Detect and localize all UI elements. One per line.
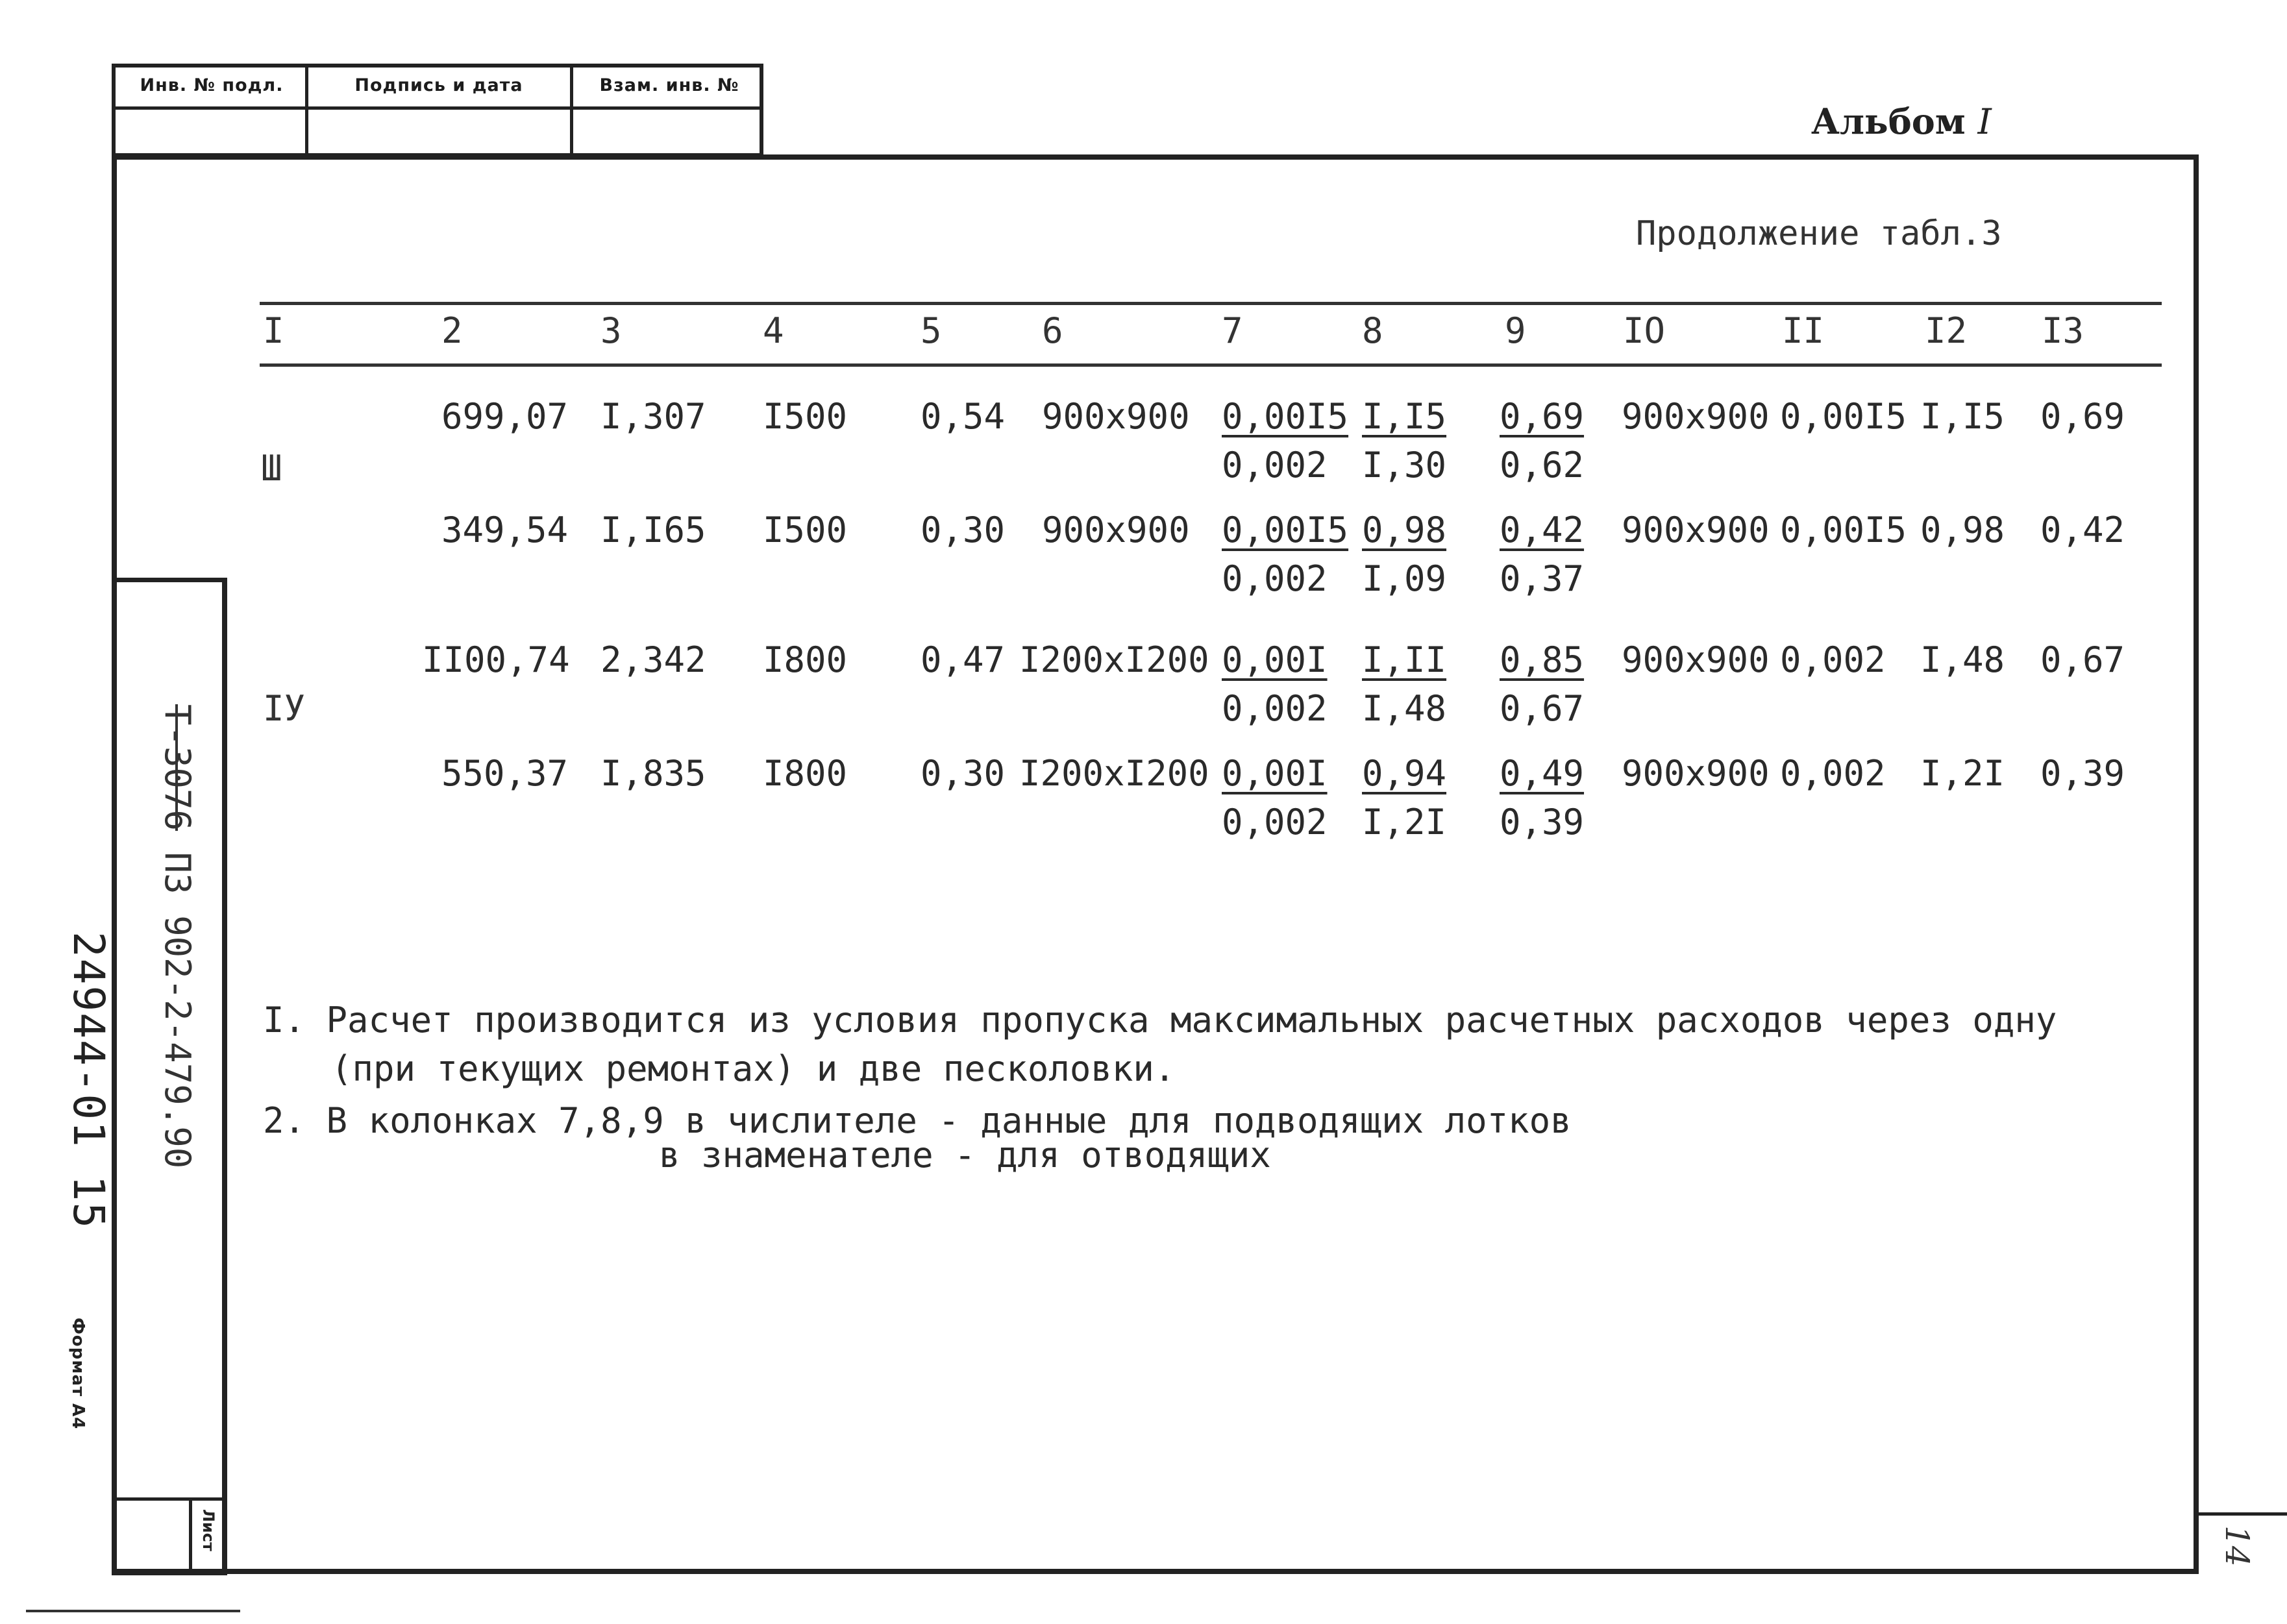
note-2-line-1: 2. В колонках 7,8,9 в числителе - данные для подводящих лотков [263,1100,1572,1141]
cell-c8-denominator: I,48 [1362,688,1447,729]
cell-c9-denominator: 0,37 [1500,558,1585,599]
cell-c13: 0,69 [2040,396,2125,437]
cell-c3: 2,342 [600,639,706,680]
cell-c2: II00,74 [422,639,570,680]
cell-c10: 900x900 [1622,396,1770,437]
cell-c7-denominator: 0,002 [1222,445,1328,486]
table-header-rule [260,363,2162,367]
cell-c12: I,48 [1920,639,2005,680]
cell-c7-numerator: 0,00I [1222,753,1328,794]
cell-c11: 0,002 [1780,639,1886,680]
bottom-trim-line [26,1610,240,1612]
cell-c7-numerator: 0,00I5 [1222,510,1349,550]
stamp-podpis-label: Подпись и дата [354,75,523,95]
table-caption: Продолжение табл.3 [1636,214,2002,253]
album-label: Альбом [1811,101,1966,142]
cell-c4: I500 [763,510,848,550]
side-panel-divider [116,1497,222,1501]
document-code-struck: Т-3076 [157,704,198,831]
cell-c7-numerator: 0,00I5 [1222,396,1349,437]
cell-c11: 0,00I5 [1780,396,1907,437]
cell-c10: 900x900 [1622,510,1770,550]
cell-c4: I500 [763,396,848,437]
cell-c2: 349,54 [441,510,569,550]
album-number: I [1977,101,1992,142]
column-header: 8 [1362,310,1383,351]
table-top-rule [260,302,2162,305]
format-label: Формат А4 [68,1318,88,1430]
cell-c7-numerator: 0,00I [1222,639,1328,680]
cell-c9-denominator: 0,67 [1500,688,1585,729]
note-1-line-1: I. Расчет производится из условия пропуска максимальных расчетных расходов через одну [263,1000,2057,1040]
cell-c11: 0,002 [1780,753,1886,794]
cell-c8-numerator: 0,98 [1362,510,1447,550]
cell-c8-denominator: I,2I [1362,802,1447,843]
album-title [1811,101,1992,142]
cell-c12: I,I5 [1920,396,2005,437]
cell-c13: 0,42 [2040,510,2125,550]
column-header: I3 [2042,310,2084,351]
column-header: 4 [763,310,784,351]
cell-c8-denominator: I,09 [1362,558,1447,599]
stamp-divider [305,68,308,153]
stamp-block [112,64,763,157]
cell-c10: 900x900 [1622,639,1770,680]
cell-c13: 0,39 [2040,753,2125,794]
side-panel-divider [189,1497,192,1575]
cell-c10: 900x900 [1622,753,1770,794]
cell-c11: 0,00I5 [1780,510,1907,550]
cell-c13: 0,67 [2040,639,2125,680]
cell-c9-denominator: 0,62 [1500,445,1585,486]
cell-c6: 900x900 [1042,396,1190,437]
cell-c8-numerator: I,I5 [1362,396,1447,437]
group-label: Ш [261,448,282,489]
cell-c2: 699,07 [441,396,569,437]
cell-c8-numerator: 0,94 [1362,753,1447,794]
column-header: I [263,310,284,351]
stamp-inv-podl-label: Инв. № подл. [140,75,284,95]
cell-c5: 0,30 [921,510,1006,550]
cell-c12: 0,98 [1920,510,2005,550]
page-number-box [2194,1512,2287,1516]
cell-c8-denominator: I,30 [1362,445,1447,486]
cell-c5: 0,30 [921,753,1006,794]
cell-c4: I800 [763,639,848,680]
cell-c5: 0,47 [921,639,1006,680]
cell-c3: I,835 [600,753,706,794]
group-label: IУ [263,688,306,729]
cell-c9-numerator: 0,42 [1500,510,1585,550]
column-header: 6 [1042,310,1063,351]
cell-c7-denominator: 0,002 [1222,558,1328,599]
cell-c9-numerator: 0,49 [1500,753,1585,794]
document-code [157,704,198,1168]
drawing-frame [112,154,2199,1574]
page-number: 14 [2218,1525,2256,1567]
column-header: 3 [600,310,622,351]
column-header: 7 [1222,310,1243,351]
cell-c3: I,307 [600,396,706,437]
cell-c9-numerator: 0,69 [1500,396,1585,437]
cell-c8-numerator: I,II [1362,639,1447,680]
column-header: IO [1623,310,1666,351]
cell-c2: 550,37 [441,753,569,794]
note-2-line-2: в знаменателе - для отводящих [659,1135,1271,1175]
stamp-vzam-label: Взам. инв. № [599,75,739,95]
column-header: II [1782,310,1825,351]
sheet-label: Лист [199,1509,217,1551]
inventory-number: 24944-01 15 [64,931,114,1230]
cell-c9-numerator: 0,85 [1500,639,1585,680]
cell-c9-denominator: 0,39 [1500,802,1585,843]
cell-c6: I200xI200 [1019,753,1209,794]
column-header: 9 [1505,310,1526,351]
column-header: 2 [441,310,463,351]
cell-c7-denominator: 0,002 [1222,802,1328,843]
cell-c6: 900x900 [1042,510,1190,550]
note-1-line-2: (при текущих ремонтах) и две песколовки. [331,1048,1176,1089]
cell-c4: I800 [763,753,848,794]
cell-c6: I200xI200 [1019,639,1209,680]
column-header: I2 [1925,310,1968,351]
column-header: 5 [921,310,942,351]
cell-c5: 0,54 [921,396,1006,437]
cell-c7-denominator: 0,002 [1222,688,1328,729]
stamp-divider [570,68,573,153]
cell-c12: I,2I [1920,753,2005,794]
document-code-rest: ПЗ 902-2-479.90 [157,831,198,1169]
cell-c3: I,I65 [600,510,706,550]
